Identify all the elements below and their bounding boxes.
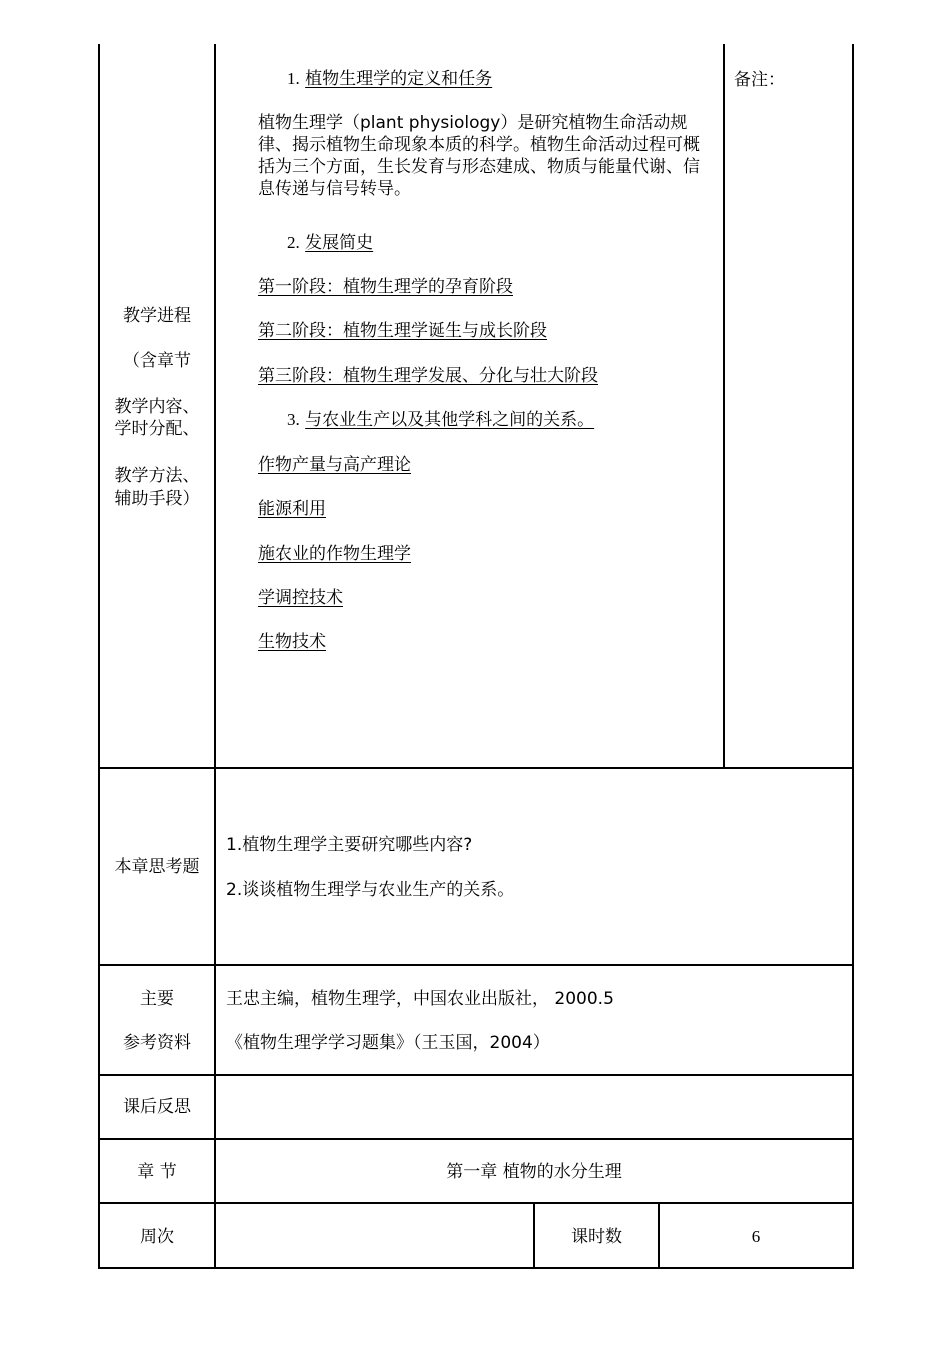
notes-column-divider	[723, 44, 725, 768]
stage-item: 第二阶段：植物生理学诞生与成长阶段	[258, 321, 547, 341]
progress-label-line-2: （含章节	[123, 351, 191, 371]
heading-1	[287, 68, 492, 90]
row-divider-3	[98, 1074, 854, 1076]
heading-2	[287, 232, 373, 254]
definition-paragraph: 植物生理学（plant physiology）是研究植物生命活动规律、揭示植物生命现象本质的科学。植物生命活动过程可概括为三个方面，生长发育与形态建成、物质与能量代谢、信息传递与信号转导。	[258, 113, 700, 199]
questions-label: 本章思考题	[114, 857, 200, 877]
chapter-value: 第一章 植物的水分生理	[446, 1162, 622, 1182]
label-column-divider	[214, 44, 216, 1269]
relation-item: 学调控技术	[258, 588, 343, 608]
progress-label-line-1: 教学进程	[123, 306, 191, 326]
references-label-line-2: 参考资料	[123, 1033, 191, 1053]
table-left-border	[98, 44, 100, 1269]
reference-item: 王忠主编，植物生理学，中国农业出版社， 2000.5	[226, 989, 614, 1009]
heading-2-number: 2.	[287, 233, 300, 252]
heading-3	[287, 409, 594, 431]
relation-item: 生物技术	[258, 632, 326, 652]
heading-3-text: 与农业生产以及其他学科之间的关系。	[305, 410, 595, 430]
relation-item: 能源利用	[258, 499, 326, 519]
heading-2-text: 发展简史	[305, 233, 374, 253]
reflection-label: 课后反思	[123, 1097, 191, 1117]
table-right-border	[852, 44, 854, 1269]
heading-3-number: 3.	[287, 410, 300, 429]
reference-item: 《植物生理学学习题集》（王玉国，2004）	[226, 1033, 550, 1053]
progress-label-line-3: 教学内容、	[114, 397, 200, 417]
progress-label-line-6: 辅助手段）	[114, 489, 200, 509]
relation-item: 施农业的作物生理学	[258, 544, 411, 564]
heading-1-number: 1.	[287, 69, 300, 88]
question-item: 1.植物生理学主要研究哪些内容?	[226, 835, 473, 855]
question-item: 2.谈谈植物生理学与农业生产的关系。	[226, 880, 515, 900]
week-label: 周次	[140, 1227, 174, 1247]
stage-item: 第一阶段：植物生理学的孕育阶段	[258, 277, 513, 297]
hours-value: 6	[751, 1227, 761, 1246]
row-divider-5	[98, 1202, 854, 1204]
chapter-label: 章 节	[137, 1162, 177, 1182]
stage-item: 第三阶段：植物生理学发展、分化与壮大阶段	[258, 366, 598, 386]
table-bottom-border	[98, 1267, 854, 1269]
references-label-line-1: 主要	[140, 989, 174, 1009]
progress-label-line-5: 教学方法、	[114, 466, 200, 486]
progress-label-line-4: 学时分配、	[114, 419, 200, 439]
row-divider-2	[98, 964, 854, 966]
notes-label: 备注：	[734, 70, 785, 90]
row-divider-4	[98, 1138, 854, 1140]
relation-item: 作物产量与高产理论	[258, 455, 411, 475]
heading-1-text: 植物生理学的定义和任务	[305, 69, 493, 89]
row-divider-1	[98, 767, 854, 769]
hours-label: 课时数	[571, 1227, 622, 1247]
